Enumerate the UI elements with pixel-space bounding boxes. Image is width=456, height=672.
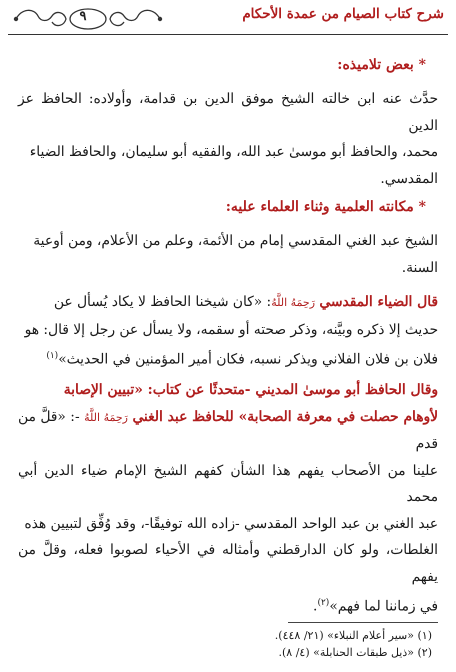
quote2-honorific: رَحِمَهُ اللَّهُ bbox=[84, 410, 128, 424]
status-line-2: السنة. bbox=[401, 259, 438, 276]
footnote-ref-1[interactable]: (١) bbox=[46, 351, 59, 361]
status-line-1: الشيخ عبد الغني المقدسي إمام من الأئمة، وعلم من الأعلام، ومن أوعية bbox=[33, 233, 438, 249]
students-line-3: المقدسي. bbox=[380, 170, 438, 187]
page-header bbox=[8, 4, 448, 34]
quote1-line-3 bbox=[18, 343, 438, 373]
quote2-line-3: علينا من الأصحاب يفهم هذا الشأن كفهم الشيخ الإمام ضياء الدين أبي محمد bbox=[18, 462, 438, 506]
quote1-text-1: : «كان شيخنا الحافظ لا يكاد يُسأل عن bbox=[53, 294, 272, 310]
footnote-ref-2[interactable]: (٢) bbox=[317, 598, 330, 609]
quote2-line-6: في زماننا لما فهم»$^{(٢)}$. bbox=[313, 598, 438, 615]
students-line-2: محمد، والحافظ أبو موسىٰ عبد الله، والفقيه أبو سليمان، والحافظ الضياء bbox=[29, 144, 438, 160]
quote2-line-5: الغلطات، ولو كان الدارقطني وأمثاله في الأحياء لصوبوا فعله، وقلَّ من يفهم bbox=[18, 542, 438, 585]
page-number: ٩ bbox=[79, 9, 87, 24]
status-heading: * مكانته العلمية وثناء العلماء عليه: bbox=[225, 199, 426, 215]
footnote-1: (١) «سير أعلام النبلاء» (٢١/ ٤٤٨). bbox=[274, 629, 432, 642]
quote2-text-6: في زماننا لما فهم» bbox=[329, 598, 438, 615]
footnotes bbox=[18, 622, 438, 661]
quote2-lead-2: لأوهام حصلت في معرفة الصحابة» للحافظ عبد الغني bbox=[132, 408, 439, 425]
quote2-line-2 bbox=[18, 404, 438, 458]
quote1-line-2: حديث إلا ذكره وبيَّنه، وذكر صحته أو سقمه، ولا يسأل عن رجل إلا قال: هو bbox=[24, 321, 438, 338]
quote2-text-2: -: «قلَّ من قدم bbox=[18, 408, 438, 453]
running-title: شرح كتاب الصيام من عمدة الأحكام bbox=[242, 6, 444, 22]
students-line-1: حدَّث عنه ابن خالته الشيخ موفق الدين بن قدامة، وأولاده: الحافظ عز الدين bbox=[18, 91, 438, 134]
quote2-line-4: عبد الغني بن عبد الواحد المقدسي -زاده الله توفيقًا-، وقد وُفِّق لتبيين هذه bbox=[24, 515, 438, 532]
quote1-speaker: قال الضياء المقدسي bbox=[319, 294, 438, 310]
quote1-line-1 bbox=[18, 289, 438, 317]
footnote-2: (٢) «ذيل طبقات الحنابلة» (٤/ ٨). bbox=[278, 646, 432, 659]
quote1-text-3: فلان بن فلان الفلاني ويذكر نسبه، فكان أمير المؤمنين في الحديث» bbox=[58, 351, 438, 368]
quote1-honorific: رَحِمَهُ اللَّهُ bbox=[271, 296, 316, 309]
students-heading: * بعض تلاميذه: bbox=[337, 57, 426, 73]
footnote-divider bbox=[288, 622, 438, 623]
quote2-line-1: وقال الحافظ أبو موسىٰ المديني -متحدثًا عن كتاب: «تبيين الإصابة bbox=[63, 382, 438, 399]
header-divider bbox=[8, 34, 448, 35]
page-body bbox=[18, 48, 438, 620]
